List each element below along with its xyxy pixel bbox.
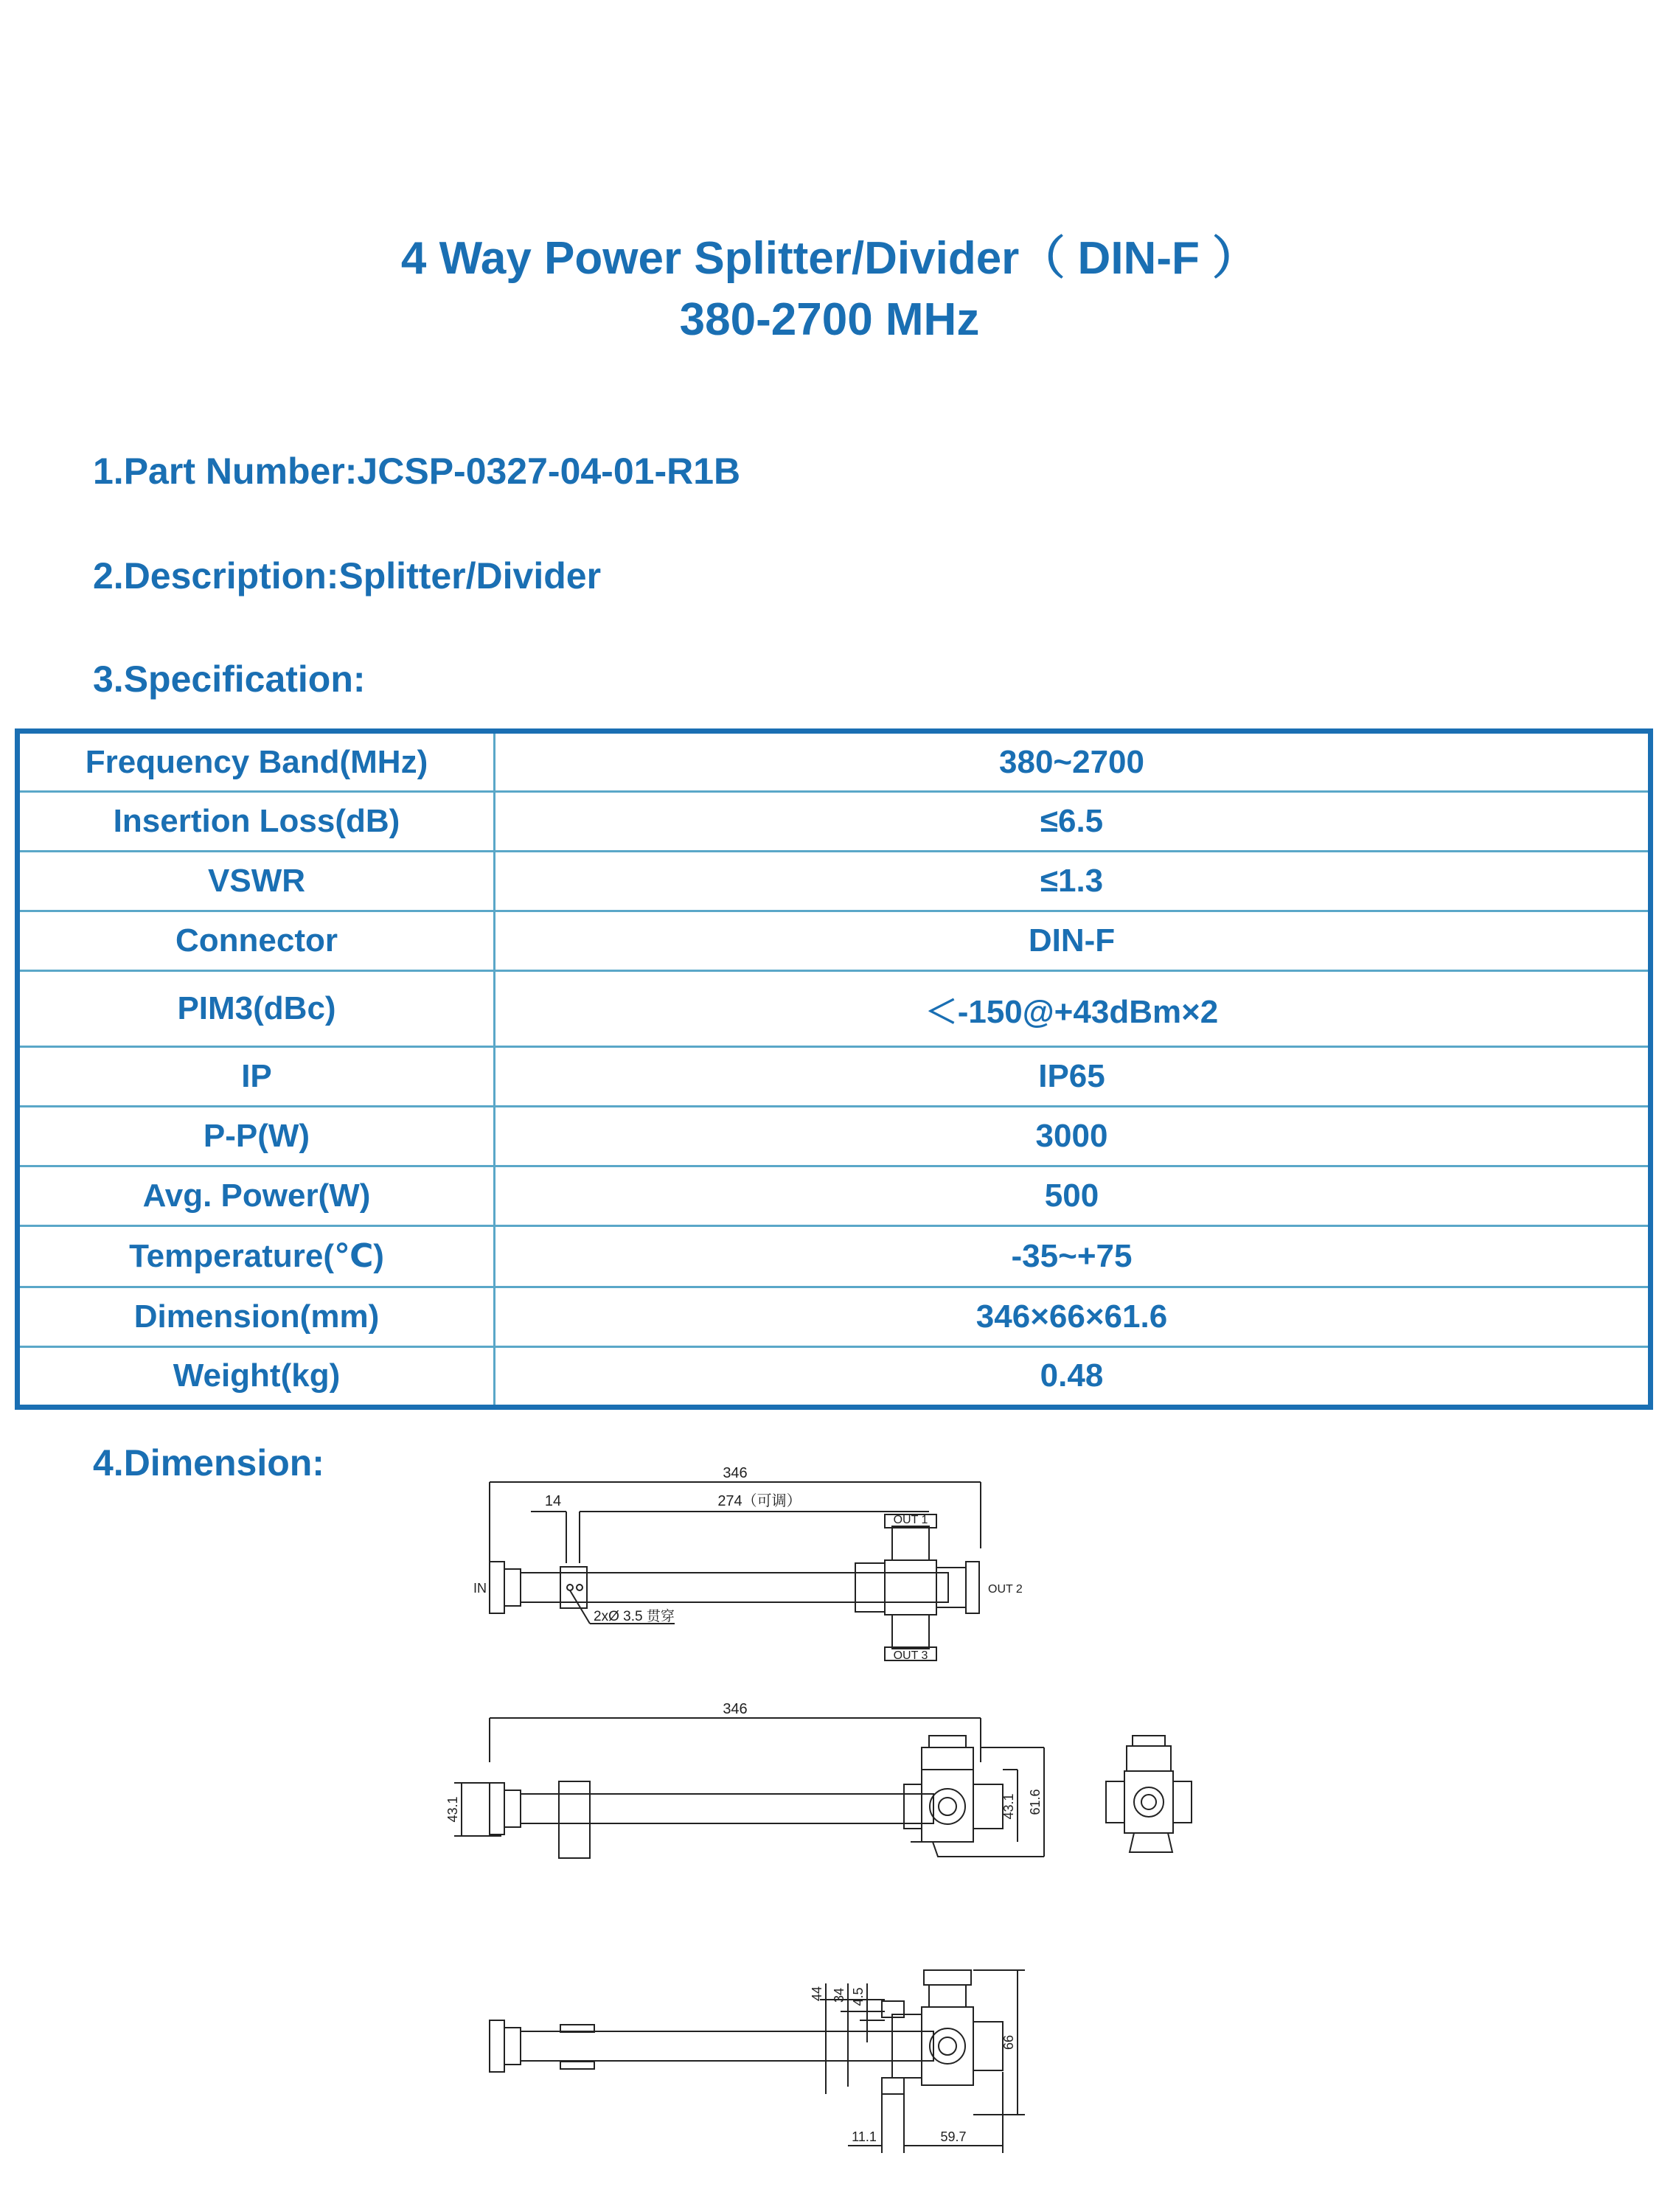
spec-value: ＜-150@+43dBm×2 [495,971,1649,1046]
spec-value: DIN-F [495,911,1649,971]
spec-row [20,1106,1648,1166]
specification-heading: 3.Specification: [93,658,366,700]
spec-value: ≤6.5 [495,792,1649,852]
spec-label: Avg. Power(W) [20,1166,495,1225]
spec-row [20,734,1648,792]
spec-value: -35~+75 [495,1226,1649,1287]
dimension-drawing [413,1453,1253,2160]
dim-11-1-label: 11.1 [852,2129,877,2144]
side-view [454,1718,1044,1858]
total-height-label: 61.6 [1028,1789,1043,1815]
side-length-label: 346 [723,1701,748,1717]
adjustable-length-label: 274（可调） [717,1493,801,1509]
description-heading: 2.Description:Splitter/Divider [93,555,602,597]
spec-label: IP [20,1046,495,1106]
spec-row [20,852,1648,911]
spec-label: P-P(W) [20,1106,495,1166]
spec-label: Insertion Loss(dB) [20,792,495,852]
spec-row [20,971,1648,1046]
page-title: 4 Way Power Splitter/Divider（ DIN-F ） [400,233,1259,284]
spec-row [20,792,1648,852]
overall-length-label: 346 [723,1465,748,1481]
spec-value: ≤1.3 [495,852,1649,911]
spec-row [20,1287,1648,1346]
spec-value: IP65 [495,1046,1649,1106]
out3-label: OUT 3 [893,1649,928,1662]
spec-value: 500 [495,1166,1649,1225]
dim-59-7-label: 59.7 [940,2129,967,2144]
spec-label: Dimension(mm) [20,1287,495,1346]
spec-label: Frequency Band(MHz) [20,734,495,792]
out2-label: OUT 2 [988,1583,1023,1596]
spec-label: VSWR [20,852,495,911]
spec-value: 3000 [495,1106,1649,1166]
height-label: 43.1 [445,1796,460,1823]
height-label: 43.1 [1001,1793,1016,1820]
specification-table [15,728,1653,1410]
part-number-heading: 1.Part Number:JCSP-0327-04-01-R1B [93,451,741,492]
spec-row [20,911,1648,971]
spec-value: 380~2700 [495,734,1649,792]
hole-note-label: 2xØ 3.5 贯穿 [594,1609,675,1624]
spec-label: PIM3(dBc) [20,971,495,1046]
spec-value: 0.48 [495,1346,1649,1405]
offset-label: 14 [544,1493,562,1509]
page-subtitle: 380-2700 MHz [679,294,980,345]
out1-label: OUT 1 [893,1514,928,1526]
bottom-view [490,1970,1025,2153]
spec-label: Connector [20,911,495,971]
spec-label: Temperature(℃) [20,1226,495,1287]
dimension-heading: 4.Dimension: [93,1442,324,1484]
dim-66-label: 66 [1001,2034,1016,2051]
spec-row [20,1346,1648,1405]
spec-value: 346×66×61.6 [495,1287,1649,1346]
in-port-label: IN [473,1581,487,1596]
dim-44-label: 44 [810,1986,824,2002]
dim-34-label: 34 [832,1987,846,2003]
spec-row [20,1226,1648,1287]
spec-label: Weight(kg) [20,1346,495,1405]
end-view [1106,1736,1192,1852]
spec-row [20,1166,1648,1225]
spec-row [20,1046,1648,1106]
dim-4-5-label: 4.5 [851,1987,866,2006]
